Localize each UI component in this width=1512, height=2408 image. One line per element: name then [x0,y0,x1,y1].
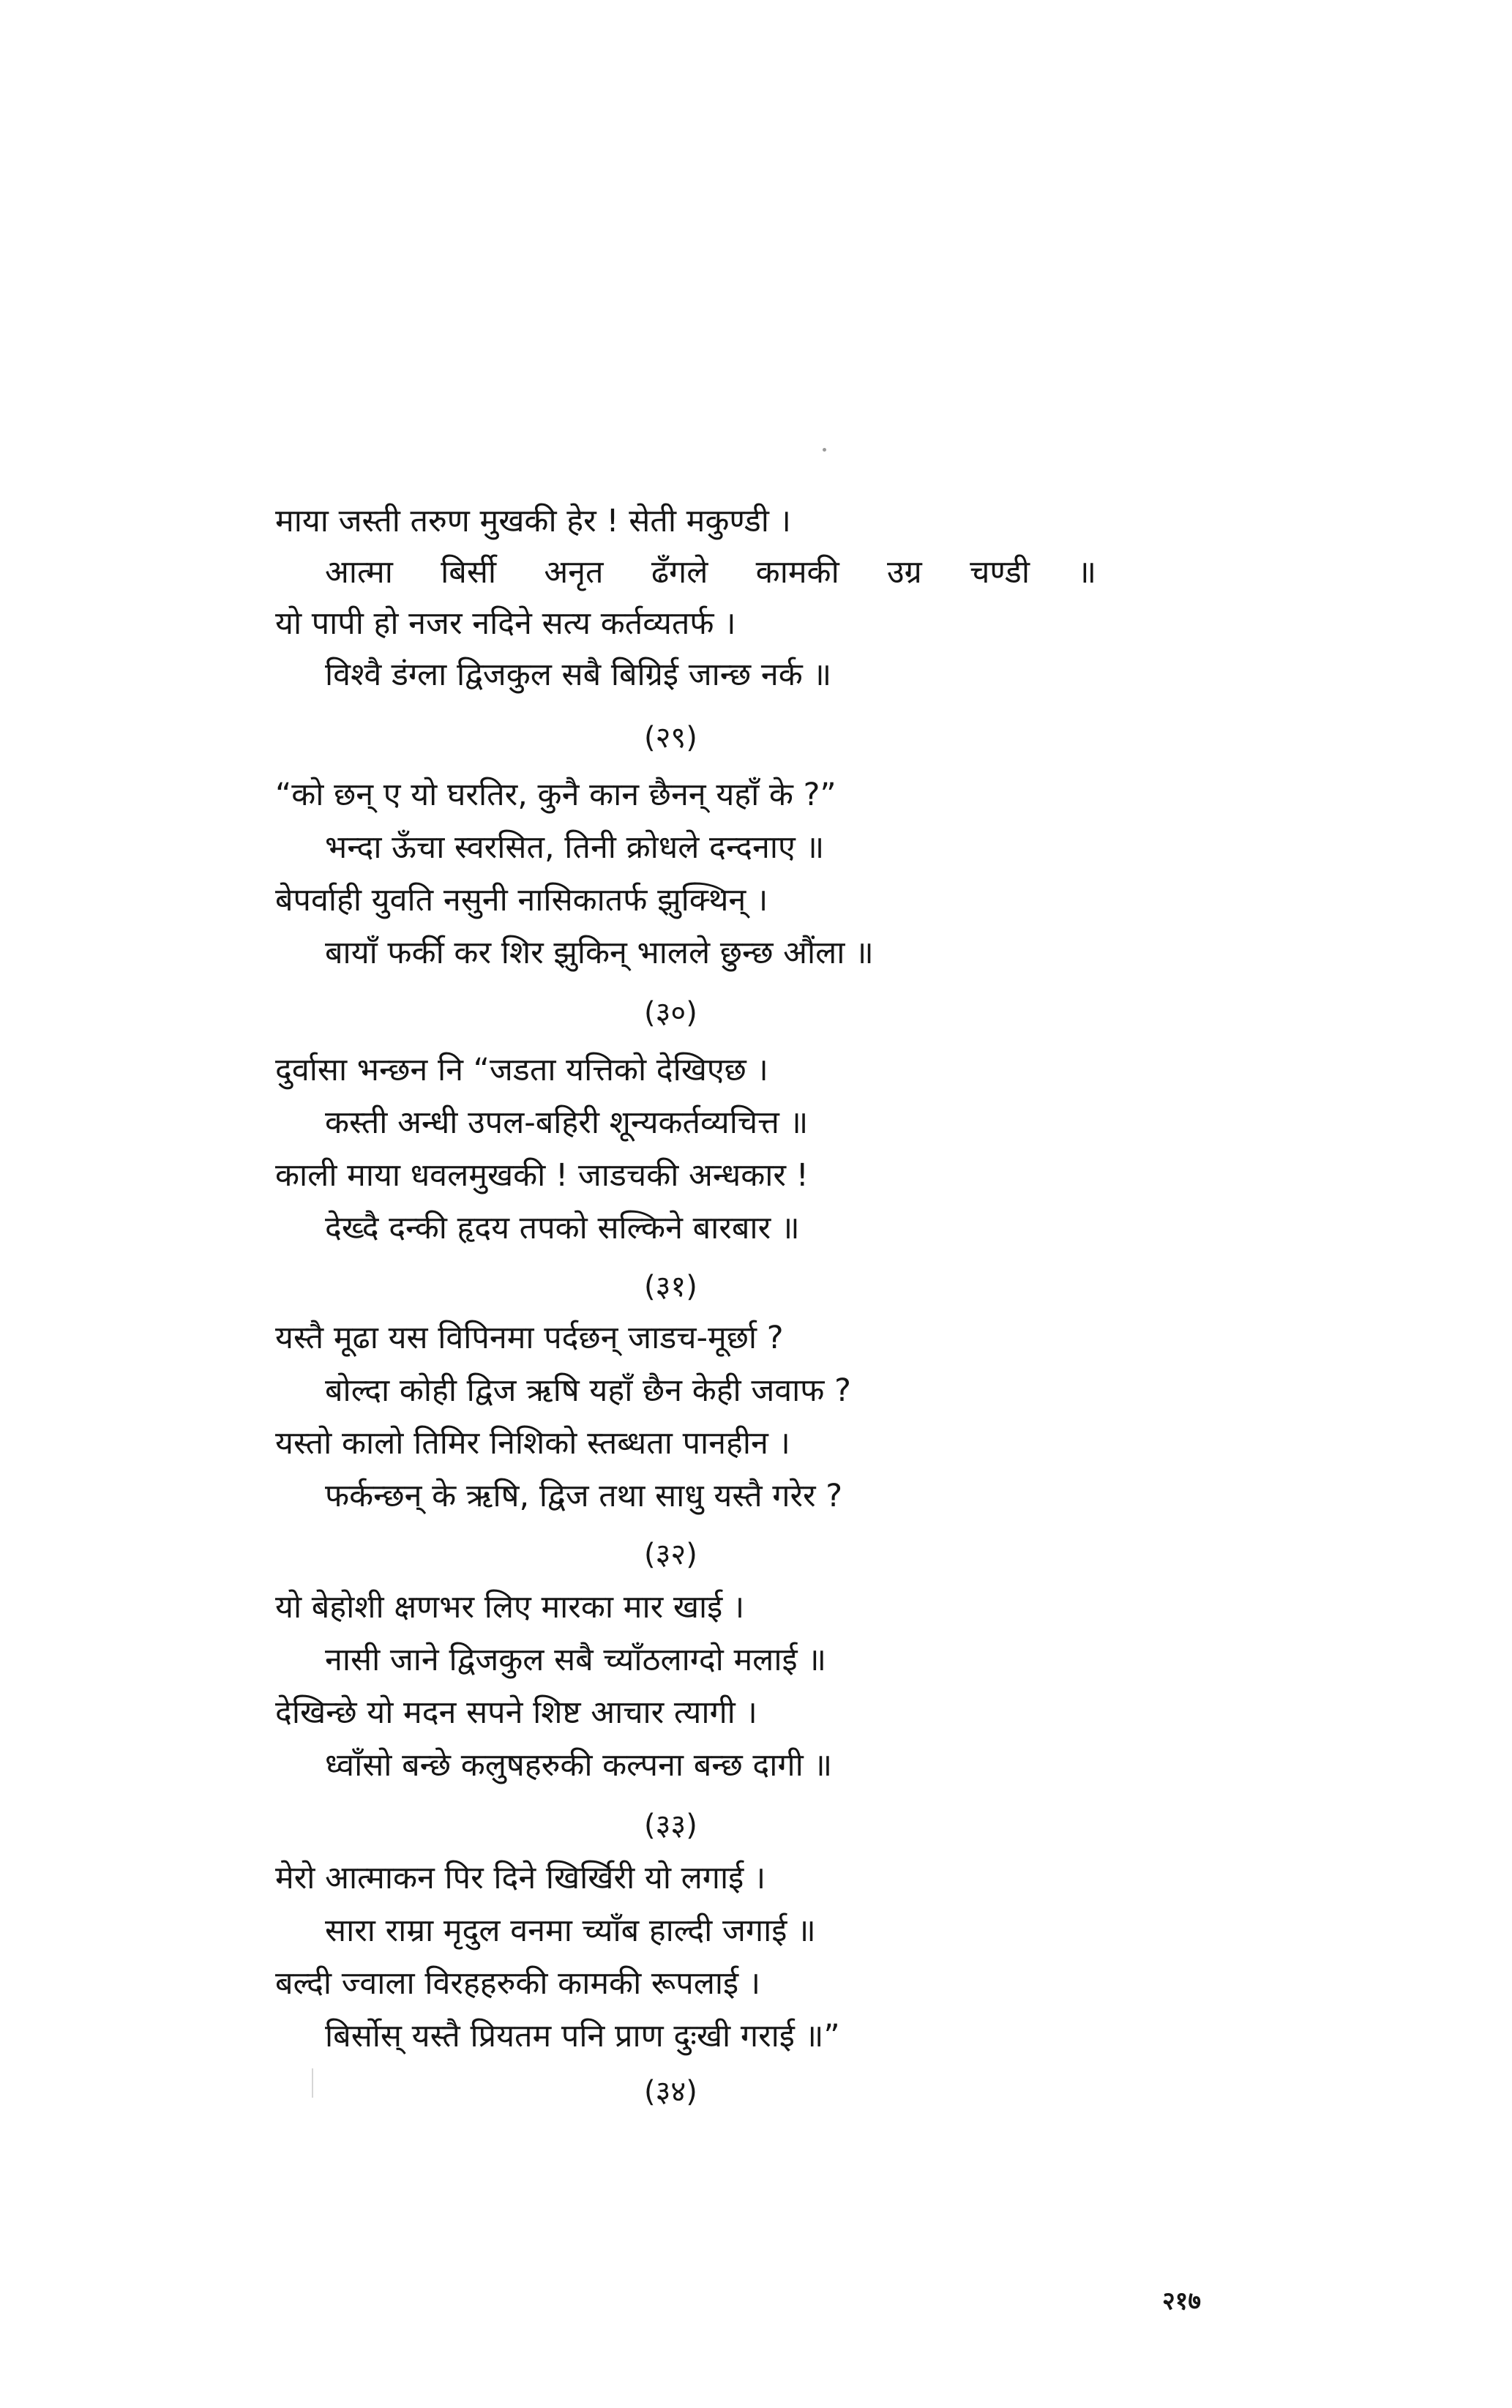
verse-line: काली माया धवलमुखकी ! जाडचकी अन्धकार ! [275,1157,809,1194]
verse-line: नासी जाने द्विजकुल सबै च्याँठलाग्दो मलाई ॥ [325,1642,826,1678]
verse-line: बायाँ फर्की कर शिर झुकिन् भालले छुन्छ औंला ॥ [325,935,874,971]
stanza-number: (३२) [644,1538,697,1571]
scan-speck [312,2068,313,2098]
verse-line: देख्दै दन्की हृदय तपको सल्किने बारबार ॥ [325,1210,800,1246]
stanza-number: (३४) [644,2075,697,2109]
verse-word: कामकी [755,554,839,591]
verse-word: ॥ [1077,554,1096,591]
verse-word: बिर्सी [441,554,497,591]
verse-line: फर्कन्छन् के ऋषि, द्विज तथा साधु यस्तै गरेर ? [325,1478,843,1514]
page-number: २१७ [1162,2287,1202,2316]
verse-line: ध्वाँसो बन्छे कलुषहरुकी कल्पना बन्छ दागी ॥ [325,1747,833,1784]
verse-line: दुर्वासा भन्छन नि “जडता यत्तिको देखिएछ । [275,1052,768,1088]
verse-line: विश्वै डंग्ला द्विजकुल सबै बिग्रिई जान्छ नर्क ॥ [325,657,832,693]
verse-line: यो बेहोशी क्षणभर लिए मारका मार खाई । [275,1589,745,1626]
verse-word: चण्डी [970,554,1030,591]
verse-line: बिर्सोस् यस्तै प्रियतम पनि प्राण दुःखी गराई ॥” [325,2018,840,2054]
verse-line: यस्तो कालो तिमिर निशिको स्तब्धता पानहीन । [275,1425,790,1462]
stanza-number: (२९) [644,721,697,755]
stanza-number: (३१) [644,1270,697,1304]
verse-line: बल्दी ज्वाला विरहहरुकी कामकी रूपलाई । [275,1965,761,2002]
verse-word: उग्र [886,554,922,591]
verse-line: मेरो आत्माकन पिर दिने खिर्खिरी यो लगाई । [275,1860,766,1896]
verse-line: माया जस्ती तरुण मुखकी हेर ! सेती मकुण्डी । [275,503,791,539]
verse-line: “को छन् ए यो घरतिर, कुनै कान छैनन् यहाँ के ?” [275,777,837,813]
verse-line: भन्दा ऊँचा स्वरसित, तिनी क्रोधले दन्दनाए ॥ [325,829,825,866]
ink-dot [823,448,826,452]
verse-word: आत्मा [325,554,393,591]
verse-line: बेपर्वाही युवति नसुनी नासिकातर्फ झुक्थिन् । [275,882,768,919]
verse-line: सारा राम्रा मृदुल वनमा च्याँब हाल्दी जगाई ॥ [325,1912,816,1949]
verse-word: अनृत [544,554,604,591]
verse-line: देखिन्छे यो मदन सपने शिष्ट आचार त्यागी । [275,1694,757,1731]
verse-line: यो पापी हो नजर नदिने सत्य कर्तव्यतर्फ । [275,605,736,642]
verse-line: बोल्दा कोही द्विज ऋषि यहाँ छैन केही जवाफ ? [325,1372,851,1409]
stanza-number: (३०) [644,996,697,1030]
stanza-number: (३३) [644,1809,697,1842]
verse-line [325,552,1096,593]
verse-line: यस्तै मूढा यस विपिनमा पर्दछन् जाडच-मूर्छा ? [275,1320,784,1356]
verse-word: ढँगले [651,554,708,591]
verse-line: कस्ती अन्धी उपल-बहिरी शून्यकर्तव्यचित्त ॥ [325,1104,809,1141]
